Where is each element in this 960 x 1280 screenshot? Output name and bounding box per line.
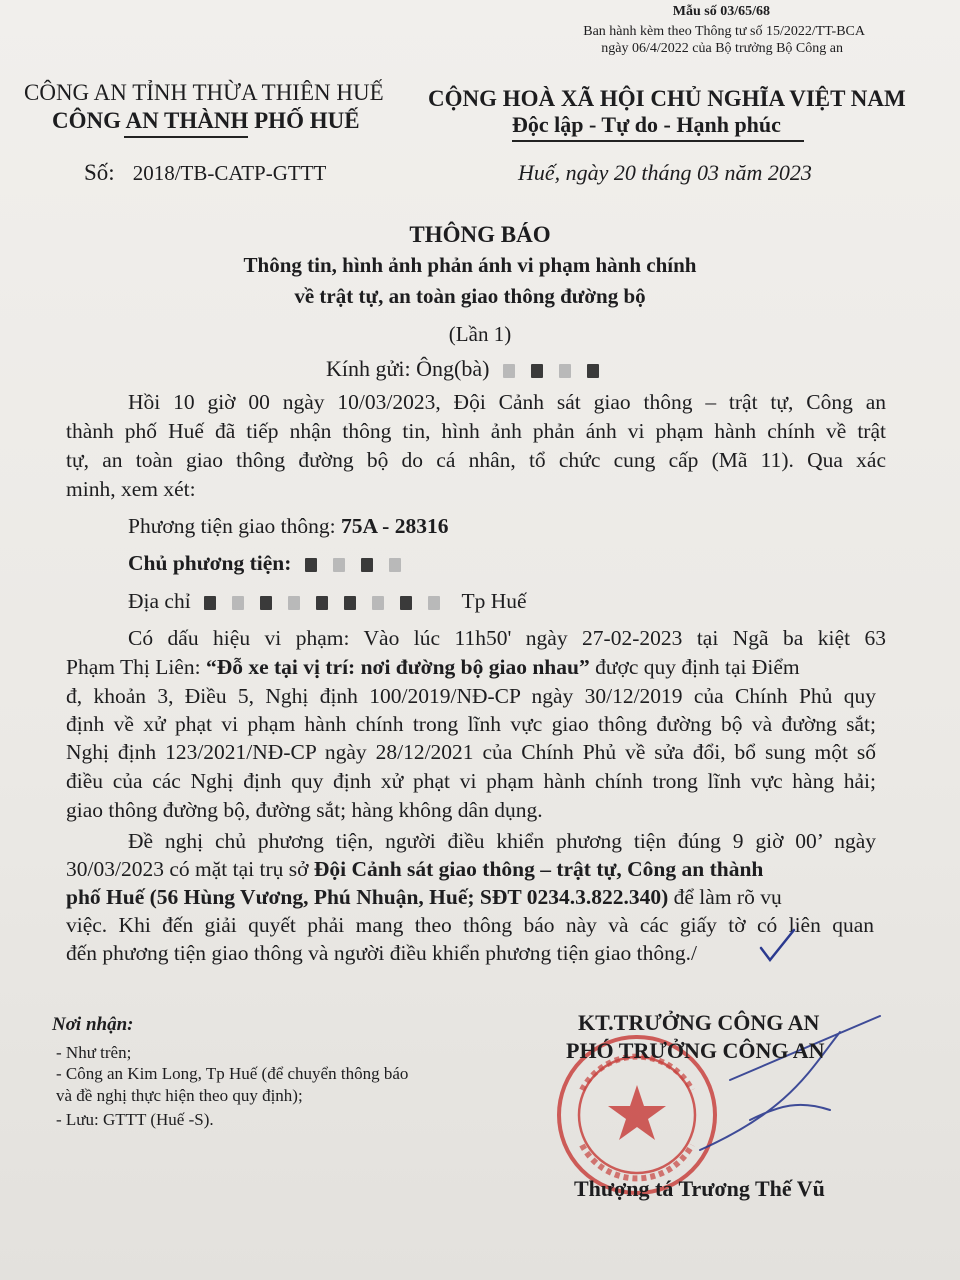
violation-description: “Đỗ xe tại vị trí: nơi đường bộ giao nhau”	[205, 655, 590, 679]
violation-line: điều của các Nghị định quy định xử phạt vi phạm hành chính trong lĩnh vực hàng hải;	[66, 769, 876, 793]
request-office: Đội Cảnh sát giao thông – trật tự, Công an thành	[313, 857, 764, 881]
document-number-label: Số:	[84, 160, 115, 185]
address-label: Địa chỉ	[128, 589, 191, 613]
nation-name: CỘNG HOÀ XÃ HỘI CHỦ NGHĨA VIỆT NAM	[428, 86, 906, 111]
violation-line: đ, khoản 3, Điều 5, Nghị định 100/2019/NĐ-CP ngày 30/12/2019 của Chính Phủ quy	[66, 684, 876, 708]
violation-regulation: được quy định tại Điểm	[589, 655, 800, 679]
redaction-mark	[316, 596, 328, 610]
paragraph-line: minh, xem xét:	[66, 477, 196, 501]
redaction-mark	[361, 558, 373, 572]
redaction-mark	[305, 558, 317, 572]
address-line	[128, 589, 948, 614]
document-number	[84, 160, 326, 186]
document-subtitle-1: Thông tin, hình ảnh phản ánh vi phạm hành chính	[243, 253, 697, 277]
redaction-mark	[344, 596, 356, 610]
vehicle-plate: 75A - 28316	[340, 514, 449, 538]
vehicle-label: Phương tiện giao thông:	[128, 514, 341, 538]
form-issued-date: ngày 06/4/2022 của Bộ trưởng Bộ Công an	[601, 41, 843, 56]
document-date: Huế, ngày 20 tháng 03 năm 2023	[518, 160, 812, 185]
redaction-mark	[587, 364, 599, 378]
form-issued-with: Ban hành kèm theo Thông tư số 15/2022/TT-BCA	[583, 24, 865, 39]
owner-line	[128, 551, 948, 576]
vehicle-line	[128, 514, 948, 539]
violation-line: định về xử phạt vi phạm hành chính trong lĩnh vực giao thông đường bộ và đường sắt;	[66, 712, 876, 736]
document-number-value: 2018/TB-CATP-GTTT	[132, 161, 327, 185]
redaction-mark	[400, 596, 412, 610]
form-number: Mẫu số 03/65/68	[672, 4, 770, 19]
redaction-mark	[260, 596, 272, 610]
recipient-label: Kính gửi: Ông(bà)	[326, 356, 490, 381]
agency-underline	[124, 136, 248, 138]
paragraph-line: thành phố Huế đã tiếp nhận thông tin, hình ảnh phản ánh vi phạm hành chính về trật	[66, 419, 886, 443]
document-title: THÔNG BÁO	[409, 222, 551, 247]
signer-title: KT.TRƯỞNG CÔNG AN	[578, 1010, 820, 1035]
paragraph-line: Hồi 10 giờ 00 ngày 10/03/2023, Đội Cảnh sát giao thông – trật tự, Công an	[128, 390, 886, 414]
receivers-heading: Nơi nhận:	[52, 1014, 134, 1035]
redaction-mark	[372, 596, 384, 610]
redaction-mark	[288, 596, 300, 610]
owner-label: Chủ phương tiện:	[128, 551, 292, 575]
recipient-line	[326, 356, 607, 382]
receiver-item: - Công an Kim Long, Tp Huế (để chuyển thông báo	[56, 1064, 409, 1083]
paragraph-line: tự, an toàn giao thông đường bộ do cá nhân, tổ chức cung cấp (Mã 11). Qua xác	[66, 448, 886, 472]
violation-line: Có dấu hiệu vi phạm: Vào lúc 11h50' ngày 27-02-2023 tại Ngã ba kiệt 63	[128, 626, 886, 650]
signer-name: Thượng tá Trương Thế Vũ	[574, 1176, 825, 1201]
request-line: đến phương tiện giao thông và người điều khiển phương tiện giao thông./	[66, 941, 697, 965]
receiver-item: - Lưu: GTTT (Huế -S).	[56, 1110, 214, 1129]
redaction-mark	[503, 364, 515, 378]
request-line: Đề nghị chủ phương tiện, người điều khiển phương tiện đúng 9 giờ 00’ ngày	[128, 829, 876, 853]
violation-line: Nghị định 123/2021/NĐ-CP ngày 28/12/2021 của Chính Phủ về sửa đổi, bổ sung một số	[66, 740, 876, 764]
violation-line	[66, 655, 886, 680]
receiver-item: - Như trên;	[56, 1043, 132, 1062]
agency-parent: CÔNG AN TỈNH THỪA THIÊN HUẾ	[24, 80, 384, 105]
redaction-mark	[428, 596, 440, 610]
redaction-mark	[531, 364, 543, 378]
request-purpose: để làm rõ vụ	[668, 885, 782, 909]
address-city: Tp Huế	[461, 589, 527, 613]
request-line	[66, 885, 886, 910]
receiver-item: và đề nghị thực hiện theo quy định);	[56, 1086, 303, 1105]
request-line: việc. Khi đến giải quyết phải mang theo thông báo này và các giấy tờ có liên quan	[66, 913, 874, 937]
signer-position: PHÓ TRƯỞNG CÔNG AN	[566, 1038, 825, 1063]
request-line	[66, 857, 886, 882]
violation-line: giao thông đường bộ, đường sắt; hàng không dân dụng.	[66, 798, 543, 822]
agency-name: CÔNG AN THÀNH PHỐ HUẾ	[52, 108, 360, 133]
redaction-mark	[204, 596, 216, 610]
checkmark-ink	[758, 926, 798, 966]
redaction-mark	[333, 558, 345, 572]
redaction-mark	[232, 596, 244, 610]
request-office-address: phố Huế (56 Hùng Vương, Phú Nhuận, Huế; SĐT 0234.3.822.340)	[66, 885, 669, 909]
redaction-mark	[389, 558, 401, 572]
nation-motto: Độc lập - Tự do - Hạnh phúc	[512, 112, 781, 137]
request-date: 30/03/2023 có mặt tại trụ sở	[66, 857, 314, 881]
violation-location: Phạm Thị Liên:	[66, 655, 206, 679]
notice-round: (Lần 1)	[448, 322, 512, 346]
document-subtitle-2: về trật tự, an toàn giao thông đường bộ	[294, 284, 646, 308]
nation-underline	[512, 140, 804, 142]
redaction-mark	[559, 364, 571, 378]
